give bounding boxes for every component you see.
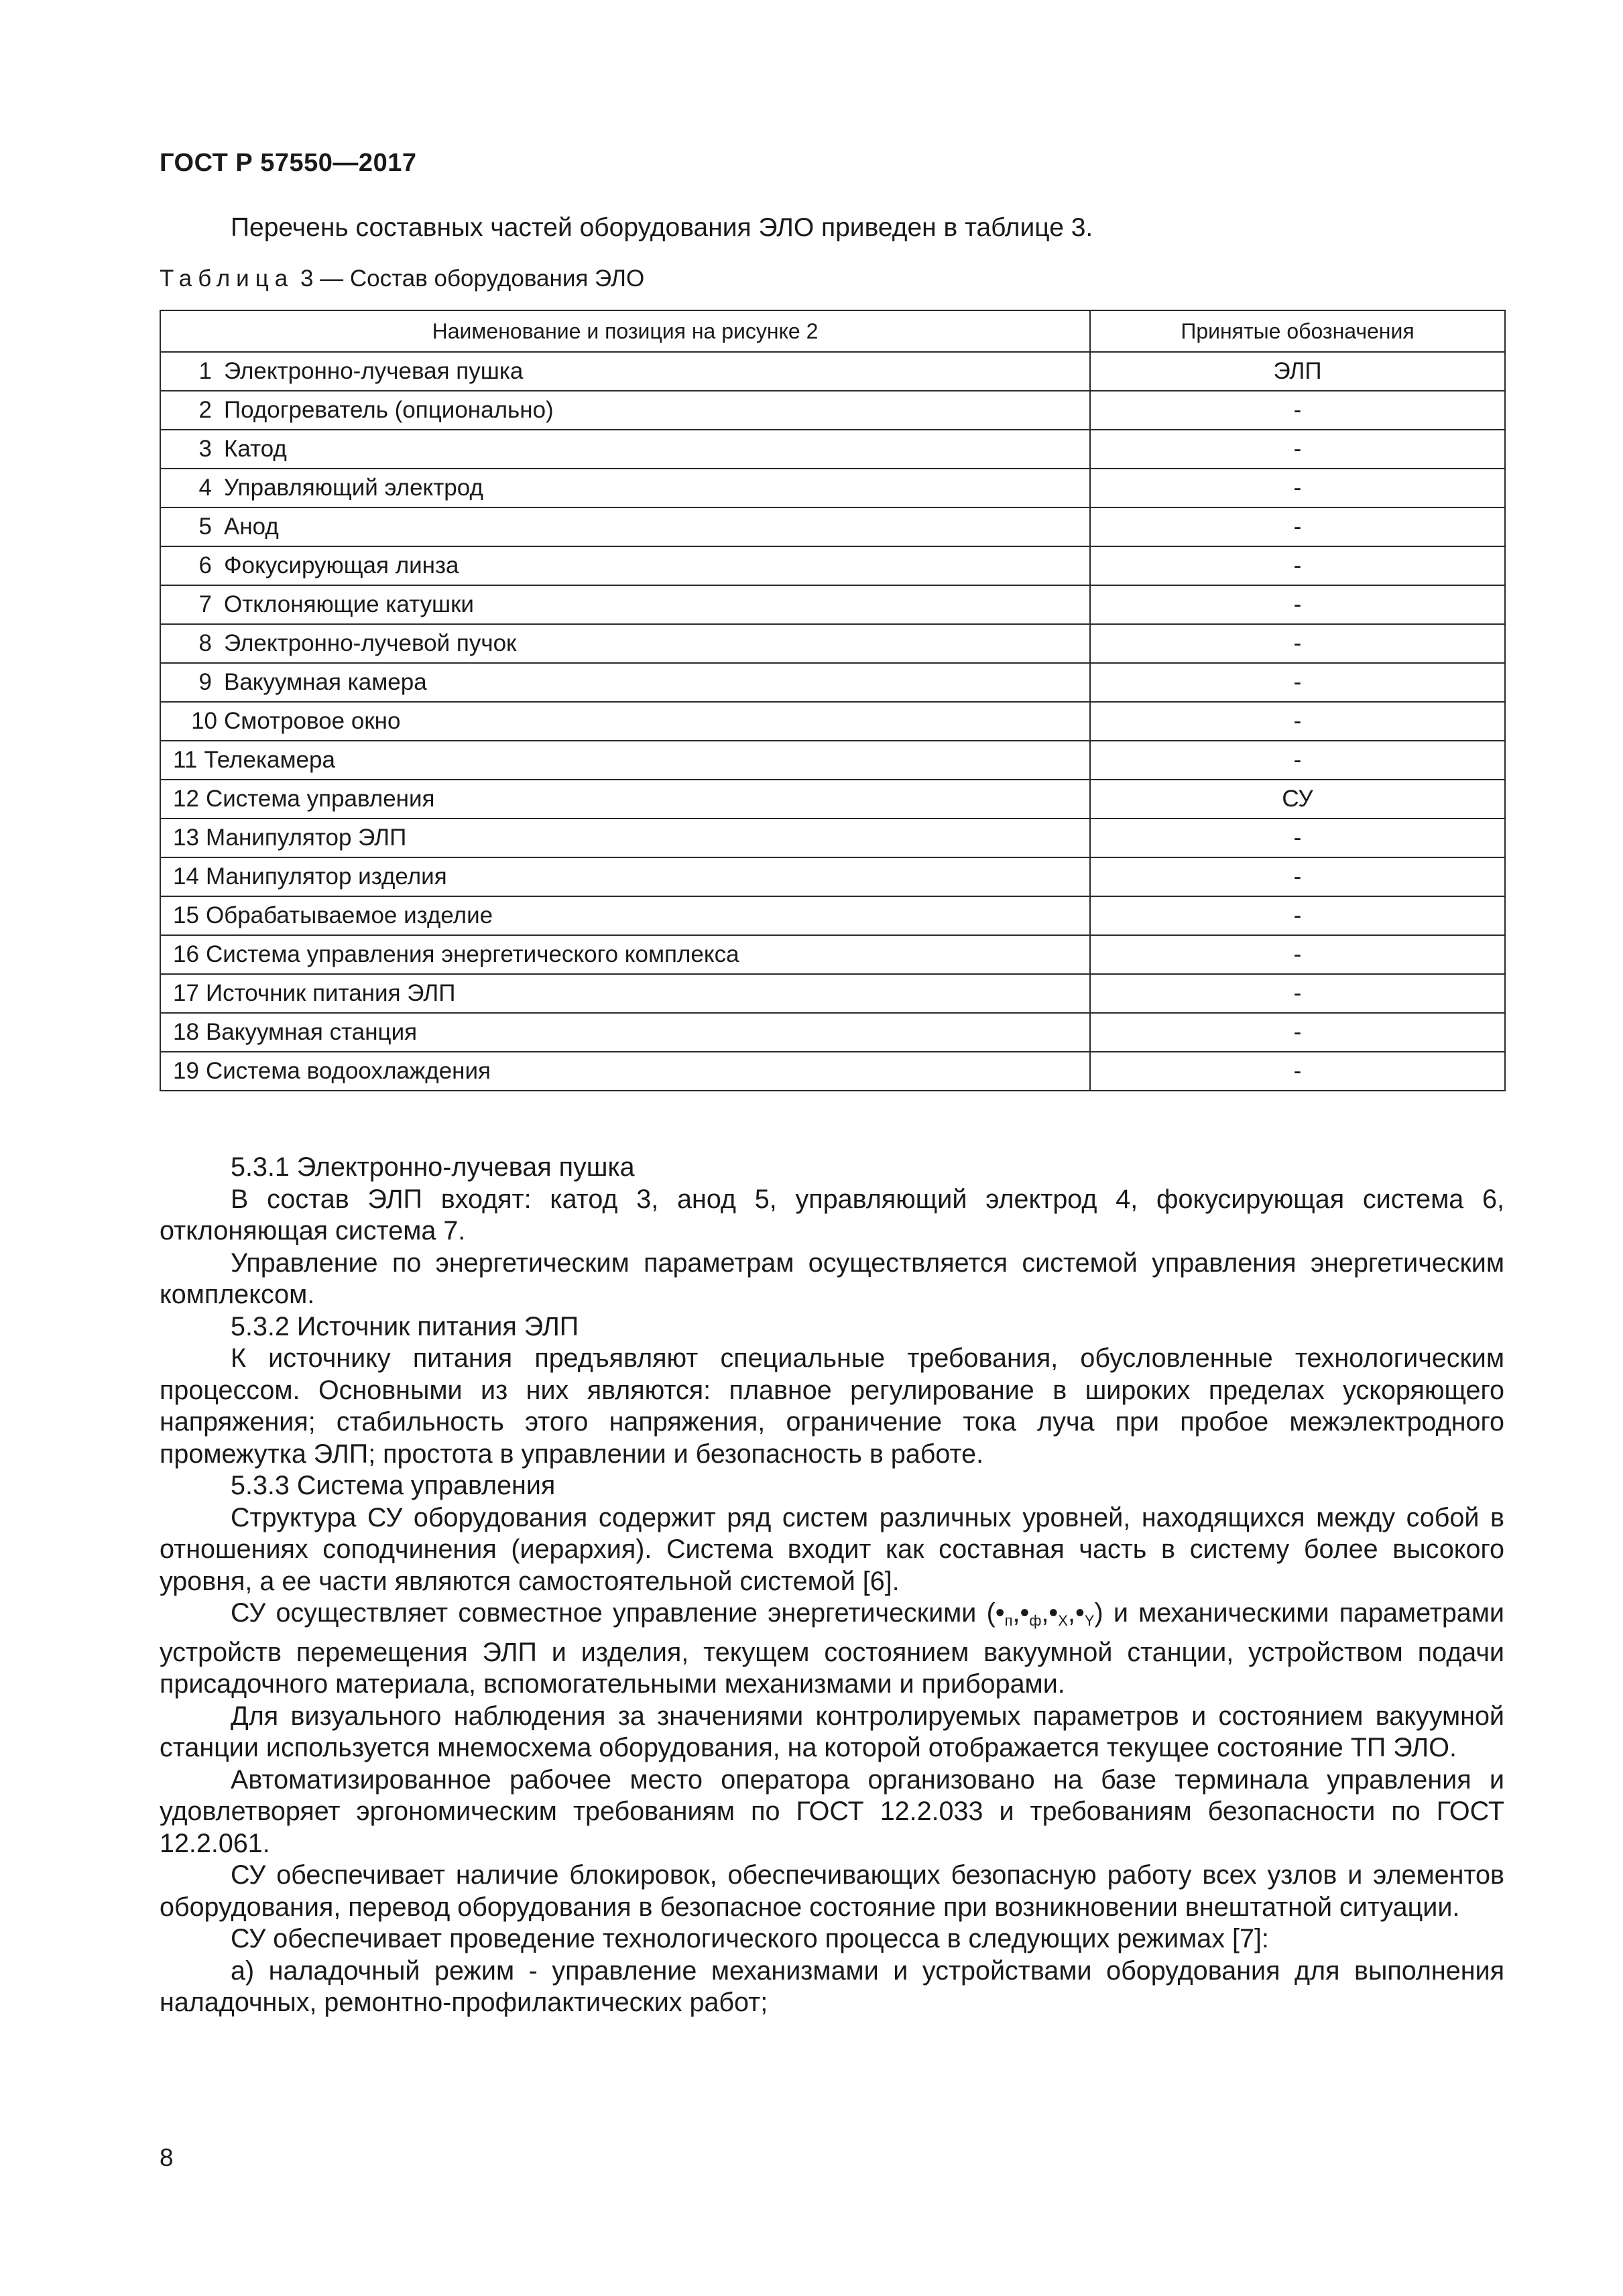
row-name: Управляющий электрод [224, 475, 483, 501]
row-number: 18 [173, 1019, 199, 1045]
row-abbreviation: - [1090, 546, 1505, 585]
symbol-4-subscript: Y [1084, 1612, 1095, 1629]
symbol-1: • [995, 1598, 1005, 1628]
symbol-1-subscript: п [1004, 1612, 1013, 1629]
row-name: Анод [224, 513, 279, 540]
row-name-cell [160, 507, 1090, 546]
section-5-3-1-paragraph-1: В состав ЭЛП входят: катод 3, анод 5, управляющий электрод 4, фокусирующая система 6, отклоняющая система 7. [160, 1184, 1504, 1246]
row-name: Отклоняющие катушки [224, 591, 474, 617]
row-number: 13 [173, 825, 199, 851]
table-row [160, 585, 1505, 624]
row-abbreviation: - [1090, 702, 1505, 741]
section-5-3-2-paragraph-1: К источнику питания предъявляют специальные требования, обусловленные технологическим процессом. Основными из них являются: плавное регулирование в широких пределах ускоряющего напряжения; стабильность этого напряжения, ограничение тока луча при пробое межэлектродного промежутка ЭЛП; простота в управлении и безопасность в работе. [160, 1343, 1504, 1469]
row-name: Источник питания ЭЛП [205, 980, 456, 1006]
row-number: 3 [198, 436, 212, 462]
table-row [160, 702, 1505, 741]
row-name: Система управления энергетического комплекса [205, 941, 739, 967]
section-5-3-3-paragraph-6: СУ обеспечивает проведение технологического процесса в следующих режимах [7]: [231, 1924, 1269, 1953]
row-name: Катод [224, 436, 287, 462]
row-number: 1 [198, 358, 212, 384]
row-number: 7 [198, 591, 212, 617]
row-name-cell [160, 1013, 1090, 1052]
row-name: Фокусирующая линза [224, 552, 459, 579]
table-row [160, 1052, 1505, 1091]
table-row [160, 974, 1505, 1013]
section-5-3-3-paragraph-1: Структура СУ оборудования содержит ряд систем различных уровней, находящихся между собой в отношениях соподчинения (иерархия). Система входит как составная часть в систему более высокого уровня, а ее части являются самостоятельной системой [6]. [160, 1502, 1504, 1596]
intro-paragraph: Перечень составных частей оборудования ЭЛО приведен в таблице 3. [231, 213, 1093, 242]
row-name-cell [160, 896, 1090, 935]
table-row [160, 469, 1505, 507]
row-name-cell [160, 702, 1090, 741]
row-number: 6 [198, 552, 212, 579]
row-name: Вакуумная станция [205, 1019, 418, 1045]
row-number: 11 [173, 747, 198, 773]
row-abbreviation: - [1090, 1013, 1505, 1052]
row-name: Манипулятор изделия [205, 863, 447, 890]
row-abbreviation: - [1090, 469, 1505, 507]
symbol-3: • [1048, 1598, 1059, 1628]
table-row [160, 741, 1505, 780]
table-row [160, 1013, 1505, 1052]
row-name-cell [160, 780, 1090, 819]
row-number: 8 [198, 630, 212, 656]
column-header-name: Наименование и позиция на рисунке 2 [160, 310, 1090, 352]
row-abbreviation: ЭЛП [1090, 352, 1505, 391]
row-number: 10 [191, 708, 217, 734]
table-row [160, 819, 1505, 857]
row-number: 15 [173, 902, 199, 928]
row-name-cell [160, 585, 1090, 624]
row-name: Вакуумная камера [224, 669, 427, 695]
document-page [160, 0, 1504, 2296]
row-number: 12 [173, 786, 199, 812]
symbol-4: • [1075, 1598, 1085, 1628]
table-row [160, 546, 1505, 585]
section-5-3-3-paragraph-5: СУ обеспечивает наличие блокировок, обеспечивающих безопасную работу всех узлов и элементов оборудования, перевод оборудования в безопасное состояние при возникновении внештатной ситуации. [160, 1860, 1504, 1922]
row-name-cell [160, 1052, 1090, 1091]
row-number: 4 [198, 475, 212, 501]
section-5-3-1-title: 5.3.1 Электронно-лучевая пушка [231, 1152, 635, 1182]
table-caption-text: 3 — Состав оборудования ЭЛО [300, 265, 645, 292]
page-number: 8 [160, 2144, 174, 2171]
table-caption [160, 265, 644, 292]
table-row [160, 663, 1505, 702]
row-name-cell [160, 974, 1090, 1013]
row-abbreviation: СУ [1090, 780, 1505, 819]
symbol-2-subscript: ф [1029, 1612, 1042, 1629]
row-name-cell [160, 430, 1090, 469]
row-name-cell [160, 469, 1090, 507]
row-number: 2 [198, 397, 212, 423]
table-row [160, 780, 1505, 819]
table-row [160, 430, 1505, 469]
section-5-3-2-title: 5.3.2 Источник питания ЭЛП [231, 1311, 579, 1341]
row-name-cell [160, 391, 1090, 430]
section-5-3-3-paragraph-3: Для визуального наблюдения за значениями контролируемых параметров и состоянием вакуумной станции используется мнемосхема оборудования, на которой отображается текущее состояние ТП ЭЛО. [160, 1701, 1504, 1762]
row-abbreviation: - [1090, 507, 1505, 546]
table-row [160, 857, 1505, 896]
row-abbreviation: - [1090, 663, 1505, 702]
row-abbreviation: - [1090, 819, 1505, 857]
row-name: Система управления [205, 786, 435, 812]
paragraph-2-start: СУ осуществляет совместное управление энергетическими ( [231, 1598, 996, 1628]
table-header-row [160, 310, 1505, 352]
row-name-cell [160, 546, 1090, 585]
row-abbreviation: - [1090, 1052, 1505, 1091]
row-name: Манипулятор ЭЛП [205, 825, 407, 851]
row-name: Подогреватель (опционально) [224, 397, 554, 423]
document-id: ГОСТ Р 57550—2017 [160, 149, 417, 177]
row-number: 14 [173, 863, 199, 890]
row-number: 5 [198, 513, 212, 540]
section-5-3-3-paragraph-7: а) наладочный режим - управление механизмами и устройствами оборудования для выполнения наладочных, ремонтно-профилактических работ; [160, 1955, 1504, 2017]
section-5-3-3-paragraph-4: Автоматизированное рабочее место оператора организовано на базе терминала управления и удовлетворяет эргономическим требованиям по ГОСТ 12.2.033 и требованиям безопасности по ГОСТ 12.2.061. [160, 1764, 1504, 1858]
table-row [160, 391, 1505, 430]
row-abbreviation: - [1090, 430, 1505, 469]
table-row [160, 624, 1505, 663]
row-name-cell [160, 819, 1090, 857]
symbol-2: • [1020, 1598, 1030, 1628]
column-header-abbr: Принятые обозначения [1090, 310, 1505, 352]
paragraph-2-end: ) и механическими параметрами устройств перемещения ЭЛП и изделия, текущем состоянием вакуумной станции, устройством подачи присадочного материала, вспомогательными механизмами и приборами. [160, 1598, 1504, 1699]
row-name: Обрабатываемое изделие [205, 902, 493, 928]
row-name-cell [160, 352, 1090, 391]
row-abbreviation: - [1090, 857, 1505, 896]
table-row [160, 507, 1505, 546]
row-abbreviation: - [1090, 624, 1505, 663]
section-5-3-3-paragraph-2: СУ осуществляет совместное управление энергетическими $(•_п,•_ф,•_X,•_Y)$ и механическими параметрами устройств перемещения ЭЛП и изделия, текущем состоянием вакуумной станции, устройством подачи присадочного материала, вспомогательными механизмами и приборами. [160, 1598, 1504, 1699]
row-number: 19 [173, 1058, 199, 1084]
row-name-cell [160, 935, 1090, 974]
row-name: Электронно-лучевая пушка [224, 358, 524, 384]
table-row [160, 935, 1505, 974]
table-body [160, 352, 1505, 1091]
row-number: 16 [173, 941, 199, 967]
row-abbreviation: - [1090, 935, 1505, 974]
row-name: Телекамера [204, 747, 335, 773]
row-name-cell [160, 741, 1090, 780]
row-name-cell [160, 663, 1090, 702]
symbol-3-subscript: X [1058, 1612, 1068, 1629]
row-name: Электронно-лучевой пучок [224, 630, 517, 656]
row-name: Смотровое окно [224, 708, 401, 734]
row-abbreviation: - [1090, 391, 1505, 430]
row-abbreviation: - [1090, 974, 1505, 1013]
table-row [160, 896, 1505, 935]
row-number: 17 [173, 980, 199, 1006]
section-5-3-3-title: 5.3.3 Система управления [231, 1471, 556, 1500]
section-5-3-1-paragraph-2: Управление по энергетическим параметрам осуществляется системой управления энергетическим комплексом. [160, 1248, 1504, 1309]
body-text [160, 1152, 1504, 2019]
row-name-cell [160, 857, 1090, 896]
row-name-cell [160, 624, 1090, 663]
row-number: 9 [198, 669, 212, 695]
table-caption-prefix: Таблица [160, 265, 294, 292]
row-abbreviation: - [1090, 741, 1505, 780]
row-abbreviation: - [1090, 896, 1505, 935]
table-row [160, 352, 1505, 391]
equipment-table [160, 310, 1506, 1091]
row-name: Система водоохлаждения [205, 1058, 491, 1084]
row-abbreviation: - [1090, 585, 1505, 624]
